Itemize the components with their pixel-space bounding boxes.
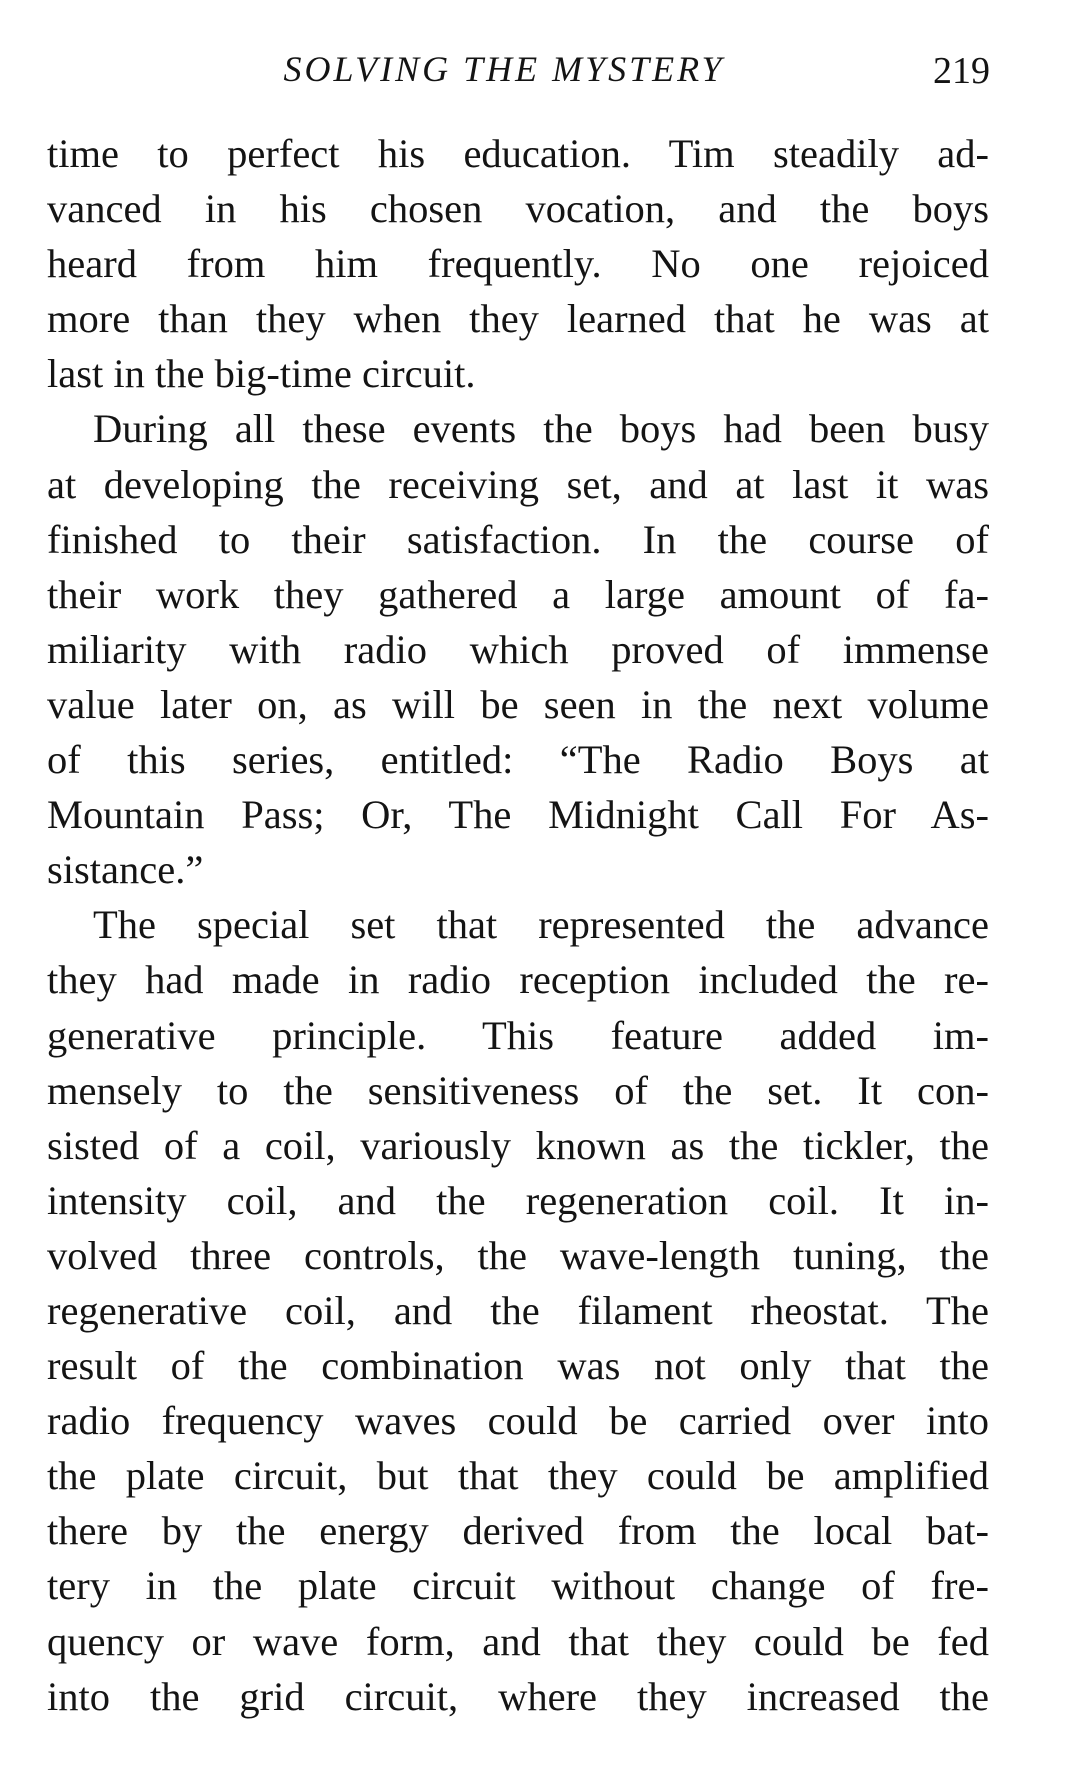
- text-line: intensity coil, and the regeneration coil. It in-: [47, 1177, 989, 1223]
- text-line: sisted of a coil, variously known as the tickler, the: [47, 1122, 989, 1168]
- text-line: more than they when they learned that he was at: [47, 296, 989, 342]
- text-line: last in the big-time circuit.: [47, 351, 476, 397]
- text-line: regenerative coil, and the filament rheostat. The: [47, 1287, 989, 1333]
- text-line: mensely to the sensitiveness of the set. It con-: [47, 1067, 989, 1113]
- text-line: heard from him frequently. No one rejoiced: [47, 241, 989, 287]
- text-line: radio frequency waves could be carried over into: [47, 1398, 989, 1444]
- text-line: result of the combination was not only that the: [47, 1343, 989, 1389]
- text-line: value later on, as will be seen in the next volume: [47, 681, 989, 727]
- text-line: During all these events the boys had been busy: [93, 406, 989, 452]
- text-line: Mountain Pass; Or, The Midnight Call For As-: [47, 792, 989, 838]
- text-line: quency or wave form, and that they could be fed: [47, 1618, 989, 1664]
- paragraph-3: [47, 897, 989, 1723]
- running-title: SOLVING THE MYSTERY: [283, 49, 725, 89]
- paragraph-2: [47, 401, 989, 897]
- text-line: their work they gathered a large amount of fa-: [47, 571, 989, 617]
- text-line: of this series, entitled: “The Radio Boys at: [47, 737, 989, 783]
- text-line: sistance.”: [47, 847, 204, 893]
- text-line: tery in the plate circuit without change of fre-: [47, 1563, 989, 1609]
- text-line: at developing the receiving set, and at last it was: [47, 461, 989, 507]
- text-line: there by the energy derived from the local bat-: [47, 1508, 989, 1554]
- paragraph-1: [47, 126, 989, 401]
- text-line: they had made in radio reception included the re-: [47, 957, 989, 1003]
- text-line: The special set that represented the advance: [93, 902, 989, 948]
- text-line: vanced in his chosen vocation, and the boys: [47, 186, 989, 232]
- body-text: [47, 126, 989, 1724]
- text-line: generative principle. This feature added im-: [47, 1012, 989, 1058]
- text-line: miliarity with radio which proved of immense: [47, 626, 989, 672]
- text-line: the plate circuit, but that they could be amplified: [47, 1453, 989, 1499]
- running-header: [48, 44, 990, 94]
- text-line: finished to their satisfaction. In the course of: [47, 516, 989, 562]
- page-number: 219: [933, 50, 990, 92]
- text-line: into the grid circuit, where they increased the: [47, 1673, 989, 1719]
- text-line: volved three controls, the wave-length tuning, the: [47, 1232, 989, 1278]
- text-line: time to perfect his education. Tim steadily ad-: [47, 131, 989, 176]
